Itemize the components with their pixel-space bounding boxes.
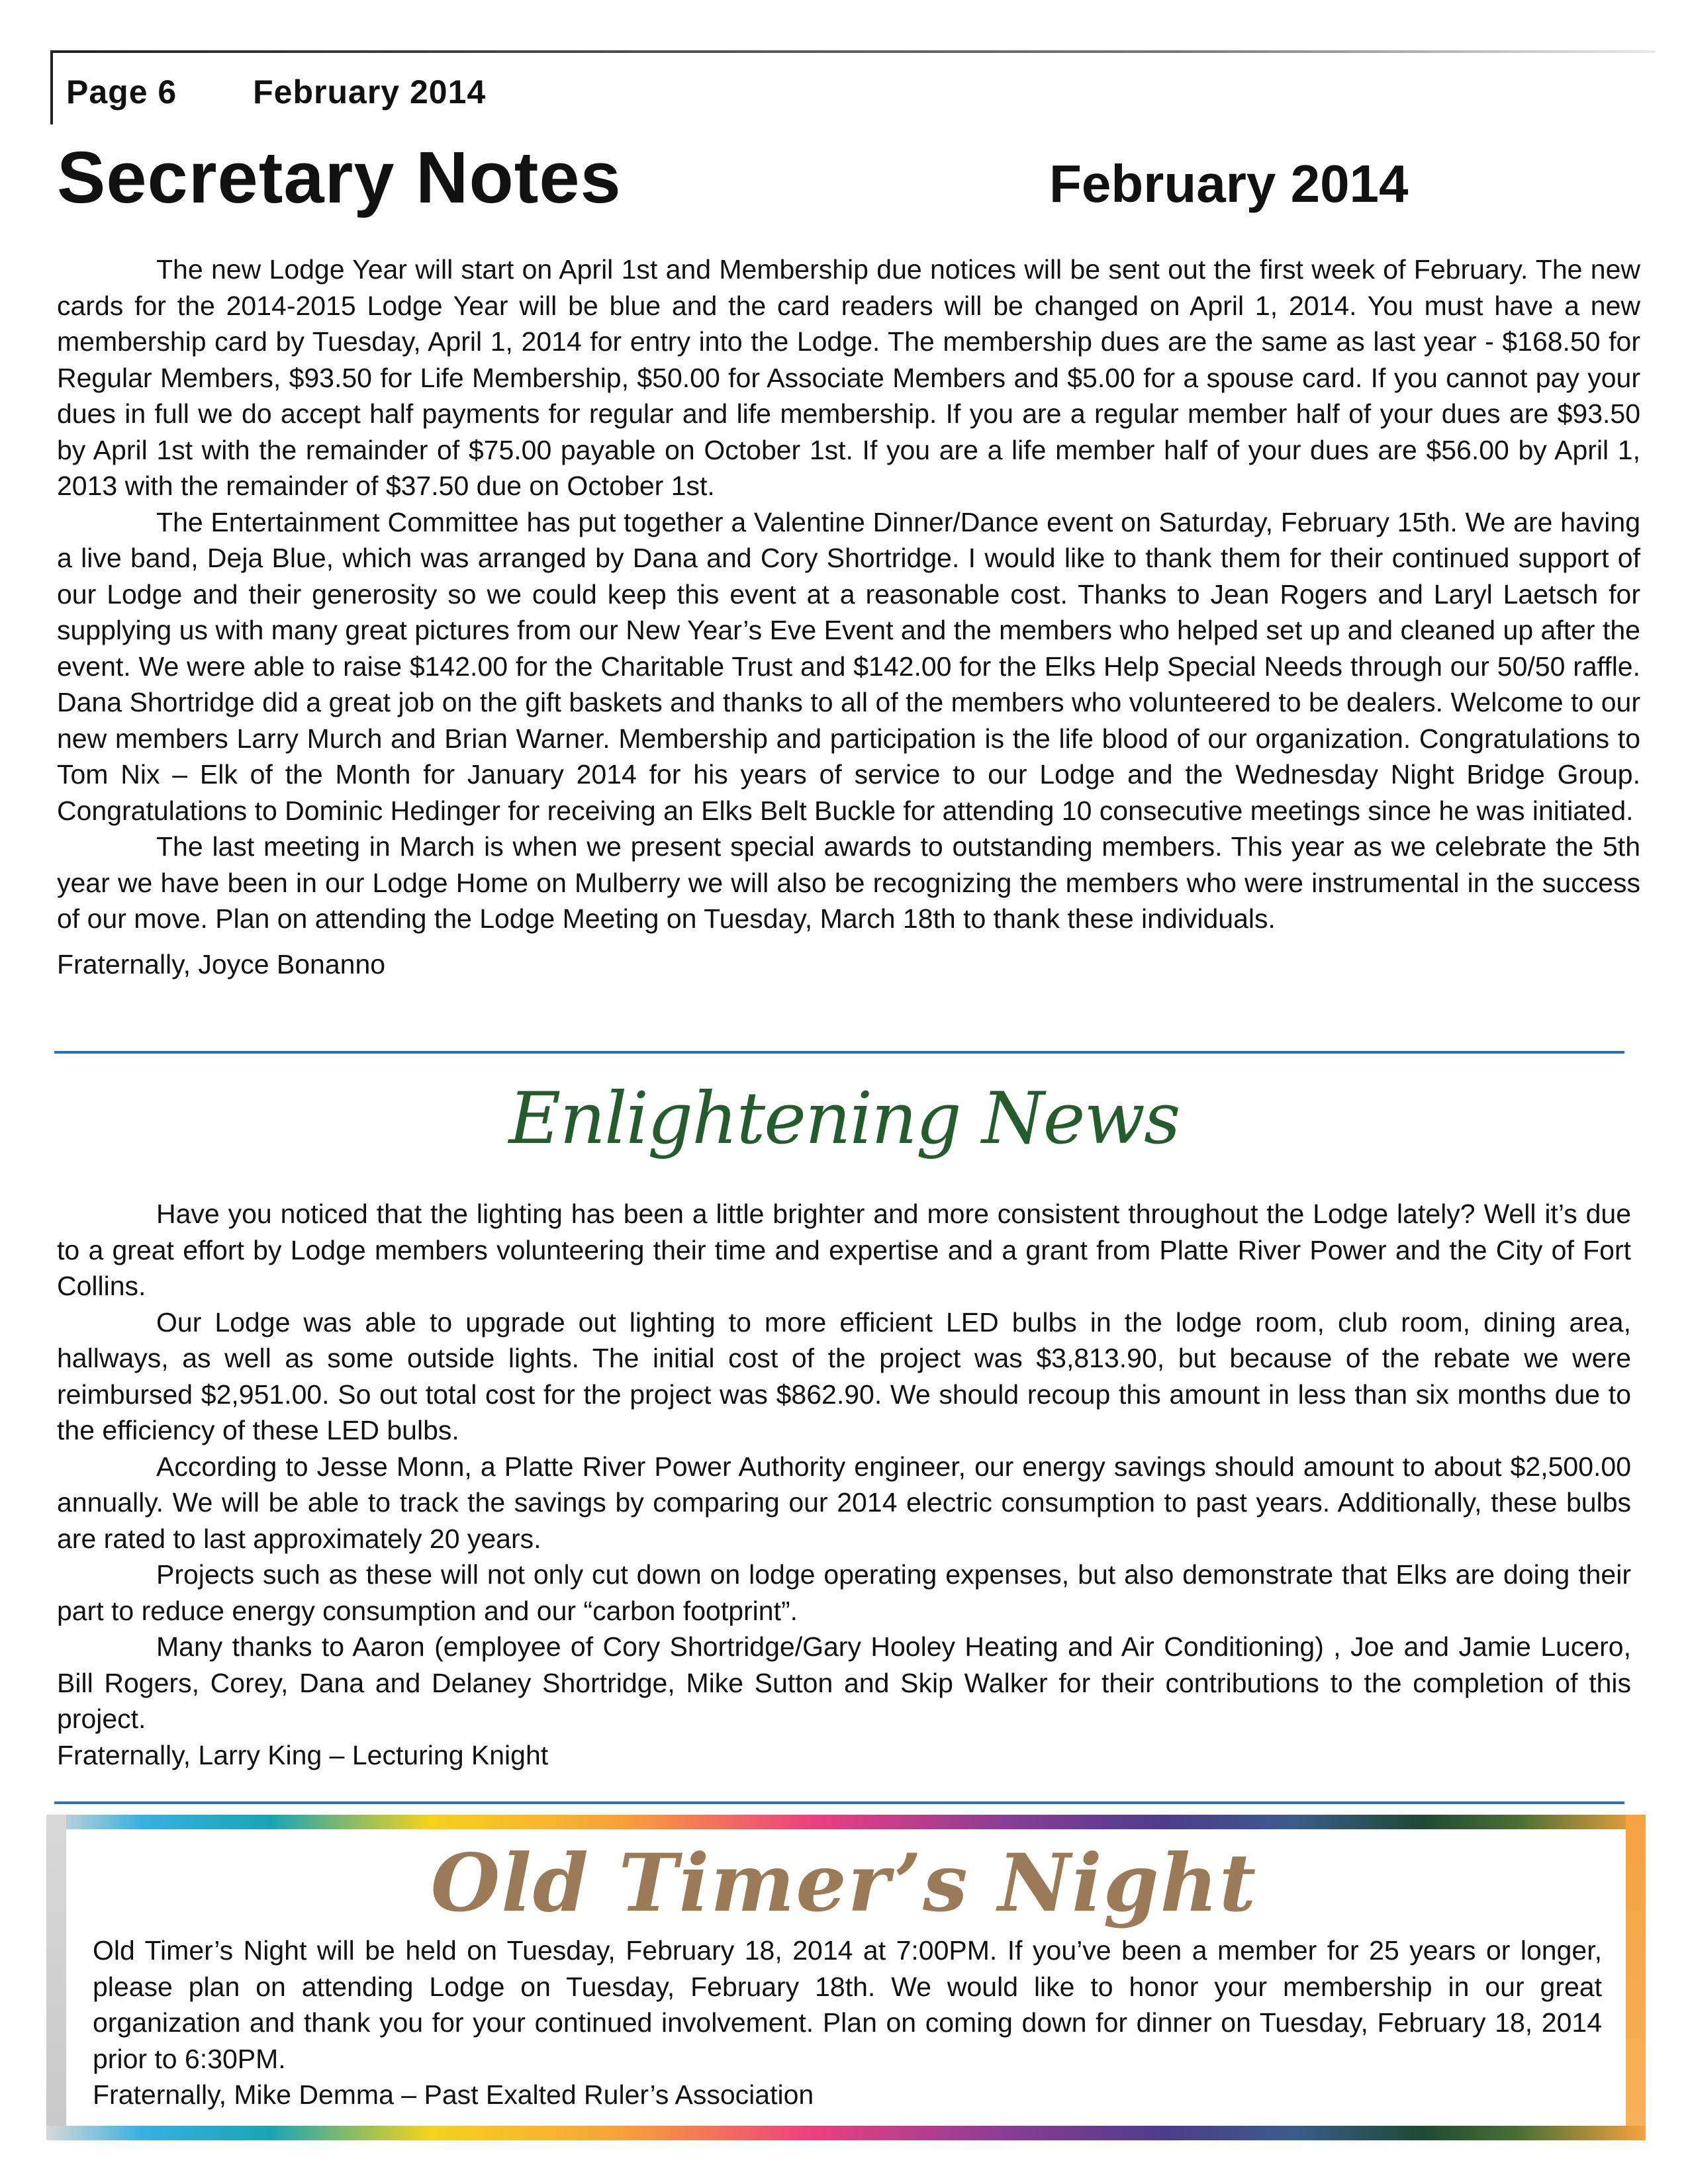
section-divider	[54, 1801, 1624, 1804]
enlightening-paragraph: According to Jesse Monn, a Platte River Power Authority engineer, our energy savings should amount to about $2,500.00 annually. We will be able to track the savings by comparing our 2014 electric consumption to past years. Additionally, these bulbs are rated to last approximately 20 years.	[57, 1451, 1631, 1554]
old-timers-title: Old Timer’s Night	[430, 1837, 1258, 1930]
enlightening-news-body	[57, 1196, 1631, 1773]
secretary-paragraph: The Entertainment Committee has put together a Valentine Dinner/Dance event on Saturday, February 15th. We are having a live band, Deja Blue, which was arranged by Dana and Cory Shortridge. I would like to thank them for their continued support of our Lodge and their generosity so we could keep this event at a reasonable cost. Thanks to Jean Rogers and Laryl Laetsch for supplying us with many great pictures from our New Year’s Eve Event and the members who helped set up and cleaned up after the event. We were able to raise $142.00 for the Charitable Trust and $142.00 for the Elks Help Special Needs through our 50/50 raffle. Dana Shortridge did a great job on the gift baskets and thanks to all of the members who volunteered to be dealers. Welcome to our new members Larry Murch and Brian Warner. Membership and participation is the life blood of our organization. Congratulations to Tom Nix – Elk of the Month for January 2014 for his years of service to our Lodge and the Wednesday Night Bridge Group. Congratulations to Dominic Hedinger for receiving an Elks Belt Buckle for attending 10 consecutive meetings since he was initiated.	[57, 506, 1640, 826]
secretary-notes-title: Secretary Notes	[57, 137, 622, 218]
enlightening-paragraph: Projects such as these will not only cut down on lodge operating expenses, but also demonstrate that Elks are doing their part to reduce energy consumption and our “carbon footprint”.	[57, 1559, 1631, 1626]
page-header-rule	[53, 50, 1655, 53]
secretary-paragraph: The new Lodge Year will start on April 1st and Membership due notices will be sent out the first week of February. The new cards for the 2014-2015 Lodge Year will be blue and the card readers will be changed on April 1, 2014. You must have a new membership card by Tuesday, April 1, 2014 for entry into the Lodge. The membership dues are the same as last year - $168.50 for Regular Members, $93.50 for Life Membership, $50.00 for Associate Members and $5.00 for a spouse card. If you cannot pay your dues in full we do accept half payments for regular and life membership. If you are a regular member half of your dues are $93.50 by April 1st with the remainder of $75.00 payable on October 1st. If you are a life member half of your dues are $56.00 by April 1, 2013 with the remainder of $37.50 due on October 1st.	[57, 254, 1640, 501]
old-timers-body	[93, 1933, 1602, 2113]
page-header	[66, 73, 486, 111]
issue-date: February 2014	[253, 73, 487, 111]
rainbow-border-bottom	[46, 2126, 1646, 2140]
old-timers-signature: Fraternally, Mike Demma – Past Exalted Ruler’s Association	[93, 2079, 814, 2110]
enlightening-signature: Fraternally, Larry King – Lecturing Knight	[57, 1739, 549, 1770]
page-number: Page 6	[66, 73, 177, 111]
secretary-notes-date: February 2014	[1049, 154, 1409, 213]
secretary-signature: Fraternally, Joyce Bonanno	[57, 948, 386, 979]
secretary-paragraph: The last meeting in March is when we present special awards to outstanding members. This year as we celebrate the 5th year we have been in our Lodge Home on Mulberry we will also be recognizing the members who were instrumental in the success of our move. Plan on attending the Lodge Meeting on Tuesday, March 18th to thank these individuals.	[57, 831, 1640, 934]
enlightening-paragraph: Have you noticed that the lighting has been a little brighter and more consistent throughout the Lodge lately? Well it’s due to a great effort by Lodge members volunteering their time and expertise and a grant from Platte River Power and the City of Fort Collins.	[57, 1199, 1631, 1301]
enlightening-news-title: Enlightening News	[508, 1077, 1180, 1160]
enlightening-paragraph: Many thanks to Aaron (employee of Cory Shortridge/Gary Hooley Heating and Air Conditioning) , Joe and Jamie Lucero, Bill Rogers, Corey, Dana and Delaney Shortridge, Mike Sutton and Skip Walker for their contributions to the completion of this project.	[57, 1631, 1631, 1734]
enlightening-paragraph: Our Lodge was able to upgrade out lighting to more efficient LED bulbs in the lodge room, club room, dining area, hallways, as well as some outside lights. The initial cost of the project was $3,813.90, but because of the rebate we were reimbursed $2,951.00. So out total cost for the project was $862.90. We should recoup this amount in less than six months due to the efficiency of these LED bulbs.	[57, 1306, 1631, 1445]
section-divider	[54, 1051, 1624, 1054]
secretary-notes-body	[57, 251, 1640, 982]
rainbow-border-top	[46, 1815, 1646, 1829]
old-timers-paragraph: Old Timer’s Night will be held on Tuesday, February 18, 2014 at 7:00PM. If you’ve been a member for 25 years or longer, please plan on attending Lodge on Tuesday, February 18th. We would like to honor your membership in our great organization and thank you for your continued involvement. Plan on coming down for dinner on Tuesday, February 18, 2014 prior to 6:30PM.	[93, 1935, 1602, 2074]
